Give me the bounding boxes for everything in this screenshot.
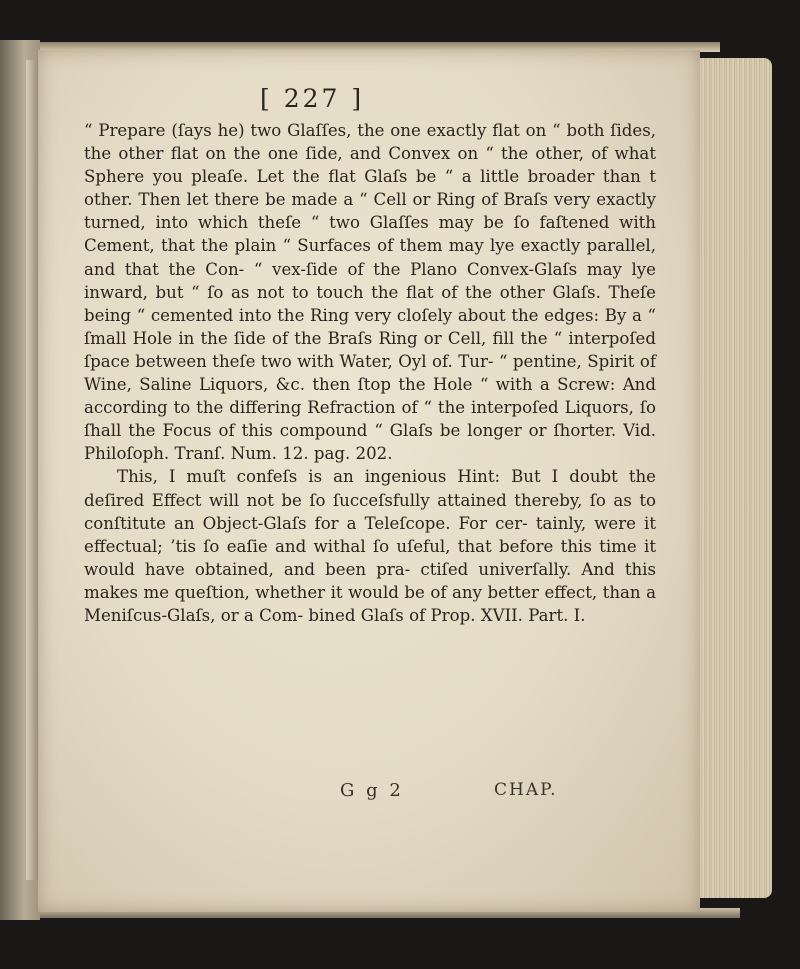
signature-mark: G g 2 — [340, 780, 404, 801]
quote-paragraph: “ Prepare (ſays he) two Glaſſes, the one exactly flat on “ both ſides, the other flat on the one ſide, and Convex on “ the other, of what Sphere you pleaſe. Let the flat Glaſs be “ a little broader than t other. Then let there be made a “ Cell or Ring of Braſs very exactly turned, into which theſe “ two Glaſſes may be ſo faſtened with Cement, that the plain “ Surfaces of them may lye exactly parallel, and that the Con- “ vex-ſide of the Plano Convex-Glaſs may lye inward, but “ ſo as not to touch the flat of the other Glaſs. Theſe being “ cemented into the Ring very cloſely about the edges: By a “ ſmall Hole in the ſide of the Braſs Ring or Cell, fill the “ interpoſed ſpace between theſe two with Water, Oyl of. Tur- “ pentine, Spirit of Wine, Saline Liquors, &c. then ſtop the Hole “ with a Screw: And according to the differing Refraction of “ the interpoſed Liquors, ſo ſhall the Focus of this compound “ Glaſs be longer or ſhorter. Vid. Philoſoph. Tranſ. Num. 12. pag. 202. — [84, 121, 656, 464]
right-page-edges — [700, 58, 772, 898]
page-number: [ 227 ] — [260, 84, 365, 113]
catchword: CHAP. — [494, 780, 558, 800]
comment-paragraph: This, I muſt confeſs is an ingenious Hint: But I doubt the deſired Effect will not be ſo ſucceſsfully attained thereby, ſo as to conſtitute an Object-Glaſs for a Teleſcope. For cer- tainly, were it effectual; ’tis ſo eaſie and withal ſo uſeful, that before this time it would have obtained, and been pra- ctiſed univerſally. And this makes me queſtion, whether it would be of any better effect, than a Meniſcus-Glaſs, or a Com- bined Glaſs of Prop. XVII. Part. I. — [84, 467, 656, 625]
body-text — [84, 119, 656, 627]
